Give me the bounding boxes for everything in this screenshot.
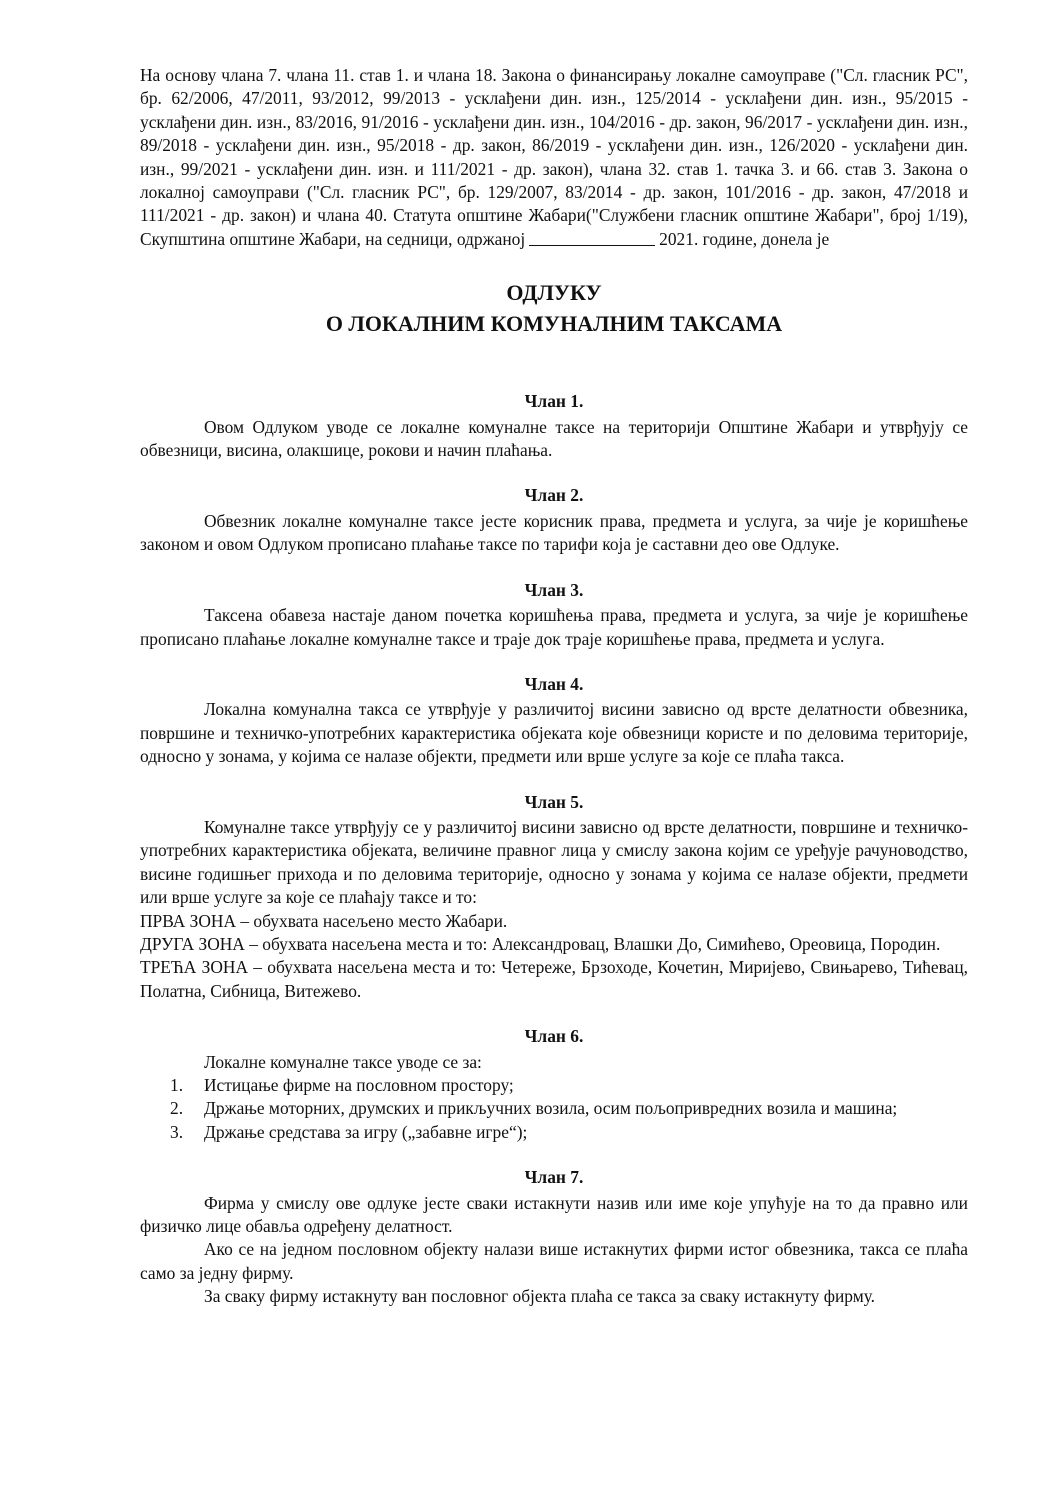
- list-number: 2.: [170, 1098, 184, 1119]
- article-1: [140, 390, 968, 462]
- list-number: 3.: [170, 1121, 184, 1142]
- article-paragraph: Таксена обавеза настаје даном почетка коришћења права, предмета и услуга, за чије је коришћење прописано плаћање локалне комуналне таксе и траје док траје коришћење права, предмета и услуга.: [140, 605, 968, 649]
- article-7: [140, 1166, 968, 1308]
- list-text: Истицање фирме на пословном простору;: [204, 1075, 514, 1095]
- list-item: [140, 1097, 968, 1120]
- zone-second: ДРУГА ЗОНА – обухвата насељена места и то: Александровац, Влашки До, Симићево, Ореовица, Породин.: [140, 933, 941, 954]
- list-number: 1.: [170, 1075, 184, 1095]
- article-2: [140, 484, 968, 556]
- article-paragraph: Овом Одлуком уводе се локалне комуналне таксе на територији Општине Жабари и утврђују се обвезници, висина, олакшице, рокови и начин плаћања.: [140, 416, 968, 461]
- article-paragraph: За сваку фирму истакнуту ван пословног објекта плаћа се такса за сваку истакнуту фирму.: [204, 1286, 876, 1307]
- zone-third: ТРЕЋА ЗОНА – обухвата насељена места и то: Четереже, Брзоходе, Кочетин, Миријево, Свињарево, Тићевац, Полатна, Сибница, Витежево.: [140, 957, 968, 1001]
- article-paragraph: Ако се на једном пословном објекту налази више истакнутих фирми истог обвезника, такса се плаћа само за једну фирму.: [140, 1239, 968, 1283]
- article-6: [140, 1025, 968, 1144]
- article-paragraph: Обвезник локалне комуналне таксе јесте корисник права, предмета и услуга, за чије је коришћење законом и овом Одлуком прописано плаћање таксе по тарифи која је саставни део ове Одлуке.: [140, 510, 968, 555]
- list-text: Држање моторних, друмских и прикључних возила, осим пољопривредних возила и машина;: [204, 1098, 898, 1119]
- article-3: [140, 579, 968, 651]
- zone-first: ПРВА ЗОНА – обухвата насељено место Жабари.: [140, 910, 508, 931]
- article-heading: Члан 6.: [524, 1026, 584, 1047]
- preamble-text: На основу члана 7. члана 11. став 1. и члана 18. Закона о финансирању локалне самоуправе ("Сл. гласник РС", бр. 62/2006, 47/2011, 93/2012, 99/2013 - усклађени дин. изн., 125/2014 - усклађени дин. изн., 95/2015 - усклађени дин. изн., 83/2016, 91/2016 - усклађени дин. изн., 104/2016 - др. закон, 96/2017 - усклађени дин. изн., 89/2018 - усклађени дин. изн., 95/2018 - др. закон, 86/2019 - усклађени дин. изн., 126/2020 - усклађени дин. изн., 99/2021 - усклађени дин. изн. и 111/2021 - др. закон), члана 32. став 1. тачка 3. и 66. став 3. Закона о локалној самоуправи ("Сл. гласник РС", бр. 129/2007, 83/2014 - др. закон, 101/2016 - др. закон, 47/2018 и 111/2021 - др. закон) и члана 40. Статута општине Жабари("Службени гласник општине Жабари", број 1/19), Скупштина општине Жабари, на седници, одржаној: [140, 65, 968, 249]
- article-paragraph: Локална комунална такса се утврђује у различитој висини зависно од врсте делатности обвезника, површине и техничко-употребних карактеристика објеката које обвезници користе и по деловима територије, односно у зонама, у којима се налазе објекти, предмети или врше услуге за које се плаћа такса.: [140, 699, 968, 767]
- preamble-end: 2021. године, донела је: [659, 228, 830, 249]
- article-heading: Члан 7.: [524, 1167, 584, 1188]
- article-4: [140, 673, 968, 769]
- article-heading: Члан 5.: [524, 791, 584, 812]
- article-heading: Члан 2.: [524, 485, 584, 506]
- article-5: [140, 791, 968, 1004]
- article-paragraph: Фирма у смислу ове одлуке јесте сваки истакнути назив или име које упућује на то да правно или физичко лице обавља одређену делатност.: [140, 1192, 968, 1237]
- article-heading: Члан 1.: [524, 391, 584, 412]
- preamble: [140, 64, 968, 251]
- article-paragraph: Комуналне таксе утврђују се у различитој висини зависно од врсте делатности, површине и техничко-употребних карактеристика објеката, величине правног лица у смислу закона којим се уређује рачуноводство, висине годишњег прихода и по деловима територије, односно у зонама у којима се налазе објекти, предмети или врше услуге за које се плаћају таксе и то:: [140, 816, 968, 908]
- tax-list: [140, 1074, 968, 1144]
- list-item: [140, 1074, 968, 1097]
- document-title: [140, 277, 968, 339]
- article-heading: Члан 4.: [524, 673, 584, 694]
- list-text: Држање средстава за игру („забавне игре“);: [204, 1121, 528, 1142]
- article-paragraph: Локалне комуналне таксе уводе се за:: [204, 1051, 482, 1072]
- title-line-1: ОДЛУКУ: [506, 280, 602, 306]
- title-line-2: О ЛОКАЛНИМ КОМУНАЛНИМ ТАКСАМА: [325, 311, 783, 337]
- date-blank: [529, 231, 655, 246]
- list-item: [140, 1121, 968, 1144]
- document-page: [140, 64, 968, 1331]
- article-heading: Члан 3.: [524, 579, 584, 600]
